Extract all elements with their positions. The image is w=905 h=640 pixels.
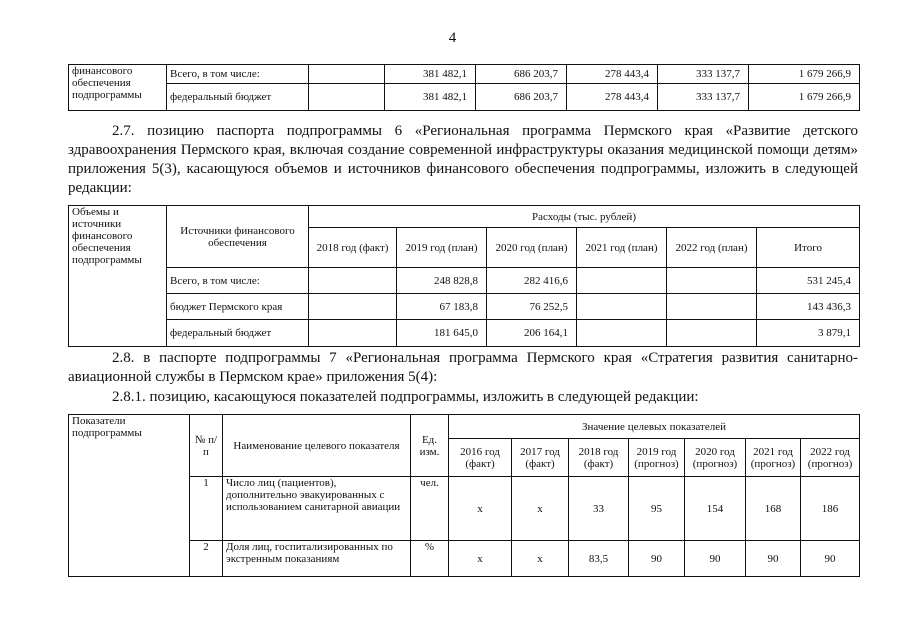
value-cell <box>309 268 397 294</box>
total-cell: 3 879,1 <box>757 320 860 347</box>
value-cell: 381 482,1 <box>385 84 476 111</box>
unit-cell: чел. <box>411 477 449 541</box>
expenses-header: Расходы (тыс. рублей) <box>309 206 860 228</box>
indicator-name: Число лиц (пациентов), дополнительно эвакуированных с использованием санитарной авиации <box>223 477 411 541</box>
value-cell <box>577 268 667 294</box>
row-number: 2 <box>190 541 223 577</box>
value-cell: 686 203,7 <box>476 84 567 111</box>
value-cell: 333 137,7 <box>658 65 749 84</box>
value-cell: х <box>512 541 569 577</box>
value-cell: 90 <box>629 541 685 577</box>
value-cell: 333 137,7 <box>658 84 749 111</box>
source-cell: Всего, в том числе: <box>167 65 309 84</box>
indicator-name-header: Наименование целевого показателя <box>223 415 411 477</box>
source-cell: бюджет Пермского края <box>167 294 309 320</box>
total-cell: 143 436,3 <box>757 294 860 320</box>
value-cell: 76 252,5 <box>487 294 577 320</box>
year-header: 2022 год (прогноз) <box>801 439 860 477</box>
value-cell: х <box>512 477 569 541</box>
paragraph-2-7: 2.7. позицию паспорта подпрограммы 6 «Региональная программа Пермского края «Развитие детского здравоохранения Пермского края, включая создание современной инфраструктуры оказания медицинской помощи детям» приложения 5(3), касающуюся объемов и источников финансового обеспечения подпрограммы, изложить в следующей редакции: <box>68 123 858 196</box>
indicator-name: Доля лиц, госпитализированных по экстренным показаниям <box>223 541 411 577</box>
value-cell <box>667 268 757 294</box>
target-values-header: Значение целевых показателей <box>449 415 860 439</box>
total-cell: 1 679 266,9 <box>749 65 860 84</box>
value-cell: 90 <box>801 541 860 577</box>
source-cell: федеральный бюджет <box>167 320 309 347</box>
value-cell: 168 <box>746 477 801 541</box>
value-cell <box>309 294 397 320</box>
value-cell <box>309 320 397 347</box>
unit-header: Ед. изм. <box>411 415 449 477</box>
row-number: 1 <box>190 477 223 541</box>
total-header: Итого <box>757 228 860 268</box>
total-cell: 1 679 266,9 <box>749 84 860 111</box>
num-header: № п/п <box>190 415 223 477</box>
value-cell: 282 416,6 <box>487 268 577 294</box>
source-cell: Всего, в том числе: <box>167 268 309 294</box>
value-cell <box>309 65 385 84</box>
year-header: 2021 год (прогноз) <box>746 439 801 477</box>
year-header: 2017 год (факт) <box>512 439 569 477</box>
value-cell: 686 203,7 <box>476 65 567 84</box>
value-cell: 278 443,4 <box>567 65 658 84</box>
paragraph-2-8-1: 2.8.1. позицию, касающуюся показателей подпрограммы, изложить в следующей редакции: <box>112 389 699 405</box>
funding-row-label: Объемы и источники финансового обеспечения подпрограммы <box>69 206 167 347</box>
year-header: 2022 год (план) <box>667 228 757 268</box>
page-number: 4 <box>448 30 457 46</box>
value-cell: 154 <box>685 477 746 541</box>
year-header: 2016 год (факт) <box>449 439 512 477</box>
unit-cell: % <box>411 541 449 577</box>
value-cell <box>577 294 667 320</box>
year-header: 2019 год (прогноз) <box>629 439 685 477</box>
value-cell: 95 <box>629 477 685 541</box>
value-cell: 381 482,1 <box>385 65 476 84</box>
value-cell: 248 828,8 <box>397 268 487 294</box>
value-cell: 33 <box>569 477 629 541</box>
year-header: 2020 год (прогноз) <box>685 439 746 477</box>
value-cell: 278 443,4 <box>567 84 658 111</box>
funding-table-continuation <box>68 64 860 111</box>
value-cell: 181 645,0 <box>397 320 487 347</box>
value-cell: 186 <box>801 477 860 541</box>
value-cell <box>667 294 757 320</box>
value-cell <box>667 320 757 347</box>
source-cell: федеральный бюджет <box>167 84 309 111</box>
funding-table-subprogram-6 <box>68 205 860 347</box>
indicators-row-label: Показатели подпрограммы <box>69 415 190 577</box>
funding-group-label: финансового обеспечения подпрограммы <box>69 65 167 111</box>
paragraph-2-8: 2.8. в паспорте подпрограммы 7 «Региональная программа Пермского края «Стратегия развития санитарно-авиационной службы в Пермском крае» приложения 5(4): <box>68 350 858 385</box>
indicators-table-subprogram-7 <box>68 414 860 577</box>
value-cell: 90 <box>685 541 746 577</box>
value-cell <box>577 320 667 347</box>
year-header: 2021 год (план) <box>577 228 667 268</box>
value-cell: х <box>449 541 512 577</box>
year-header: 2020 год (план) <box>487 228 577 268</box>
sources-header: Источники финансового обеспечения <box>167 206 309 268</box>
value-cell <box>309 84 385 111</box>
year-header: 2018 год (факт) <box>309 228 397 268</box>
value-cell: 90 <box>746 541 801 577</box>
value-cell: 83,5 <box>569 541 629 577</box>
year-header: 2018 год (факт) <box>569 439 629 477</box>
total-cell: 531 245,4 <box>757 268 860 294</box>
value-cell: 206 164,1 <box>487 320 577 347</box>
value-cell: х <box>449 477 512 541</box>
value-cell: 67 183,8 <box>397 294 487 320</box>
year-header: 2019 год (план) <box>397 228 487 268</box>
